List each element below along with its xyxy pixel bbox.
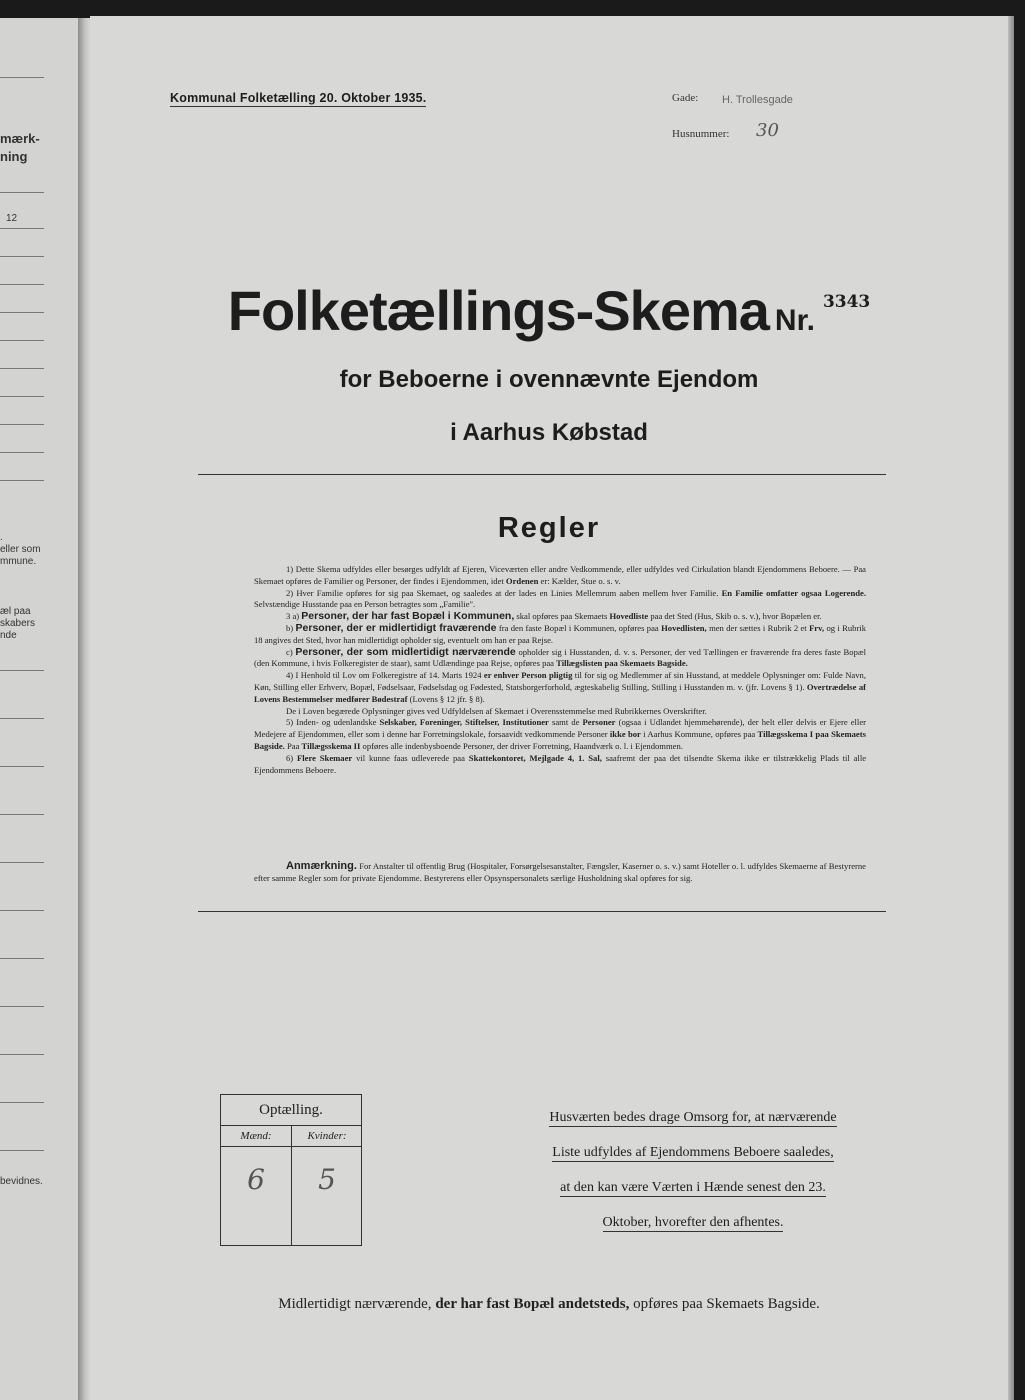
left-page-rule xyxy=(0,284,44,285)
left-page-fragment: ning xyxy=(0,149,28,164)
left-page-rule xyxy=(0,452,44,453)
left-page-rule xyxy=(0,1150,44,1151)
rule-4: 4) I Henhold til Lov om Folkeregistre af 14. Marts 1924 er enhver Person pligtig til for sig og Medlemmer af sin Husstand, at meddele Oplysninger om: Fulde Navn, Køn, Stilling eller Erhverv, Bopæl, Fødselsaar, Fødselsdag og Fødested, Statsborgerforhold, ægteskabelig Stilling, Stilling i Husstanden m. v. (jfr. Lovens § 1). Overtrædelse af Lovens Bestemmelser medfører Bødestraf (Lovens § 12 jfr. § 8). xyxy=(254,670,866,704)
rule-2: 2) Hver Familie opføres for sig paa Skemaet, og saaledes at der lades en Linies Mellemrum aaben mellem hver Familie. En Familie omfatter ogsaa Logerende. Selvstændige Husstande paa en Person betragtes som „Familie". xyxy=(254,587,867,610)
left-page-rule xyxy=(0,77,44,78)
count-box-title: Optælling. xyxy=(221,1095,361,1126)
left-page-fragment: eller som xyxy=(0,544,41,555)
footer-note xyxy=(90,1296,1008,1313)
house-number-label: Husnummer: xyxy=(672,128,730,140)
census-form-page xyxy=(90,16,1008,1400)
left-page-fragment: nde xyxy=(0,630,17,641)
men-count: 6 xyxy=(247,1163,265,1196)
rule-3a: 3 a) Personer, der har fast Bopæl i Kommunen, skal opføres paa Skemaets Hovedliste paa det Sted (Hus, Skib o. s. v.), hvor Bopælen er. xyxy=(286,610,822,623)
left-page-rule xyxy=(0,766,44,767)
notice-line-1: Husværten bedes drage Omsorg for, at nærværende xyxy=(549,1110,837,1125)
divider-top xyxy=(198,474,886,475)
left-page-rule xyxy=(0,958,44,959)
left-page-rule xyxy=(0,1006,44,1007)
rule-3b: b) Personer, der er midlertidigt fraværende fra den faste Bopæl i Kommunen, opføres paa Hovedlisten, men der sættes i Rubrik 2 et Frv, og i Rubrik 18 angives det Sted, hvor han midlertidigt opholder sig, eventuelt om han er paa Rejse. xyxy=(254,621,867,645)
left-page-rule xyxy=(0,910,44,911)
left-page-fragment: mærk- xyxy=(0,131,40,146)
rule-5: 5) Inden- og udenlandske Selskaber, Foreninger, Stiftelser, Institutioner samt de Personer (ogsaa i Udlandet hjemmehørende), der helt eller delvis er Ejere eller Medejere af Ejendommen, eller som i denne har Forretningslokale, forsaavidt vedkommende Personer ikke bor i Aarhus Kommune, opføres paa Tillægsskema I paa Skemaets Bagside. Paa Tillægsskema II opføres alle indenbysboende Personer, der driver Forretning, Haandværk o. l. i Ejendommen. xyxy=(254,717,866,751)
census-title: Kommunal Folketælling 20. Oktober 1935. xyxy=(170,91,427,105)
footer-bold: der har fast Bopæl andetsteds, xyxy=(435,1296,630,1312)
men-label: Mænd: xyxy=(221,1126,291,1147)
left-page-rule xyxy=(0,192,44,193)
left-page-fragment: skabers xyxy=(0,618,36,629)
left-page-fragment: 12 xyxy=(6,213,18,224)
form-number-label: Nr. xyxy=(774,304,815,337)
women-label: Kvinder: xyxy=(292,1126,362,1147)
count-box xyxy=(220,1094,362,1246)
street-label: Gade: xyxy=(672,92,699,104)
annotation-text: For Anstalter til offentlig Brug (Hospitaler, Forsørgelsesanstalter, Fængsler, Kaserner o. s. v.) samt Hoteller o. l. udfyldes Skemaerne af Bestyrerne efter samme Regler som for private Ejendomme. Bestyrerens eller Opsynspersonalets særlige Husholdning skal opføres for sig. xyxy=(254,861,866,883)
left-page-fragment: æl paa xyxy=(0,606,31,617)
form-number-value: 3343 xyxy=(822,292,871,312)
left-page-rule xyxy=(0,718,44,719)
landlord-notice xyxy=(520,1100,866,1240)
left-page-rule xyxy=(0,256,44,257)
rule-4-note: De i Loven begærede Oplysninger gives ved Udfyldelsen af Skemaet i Overensstemmelse med Rubrikkernes Overskrifter. xyxy=(286,705,707,716)
street-value: H. Trollesgade xyxy=(722,94,793,106)
rules-body xyxy=(254,564,866,776)
left-page-fragment: . xyxy=(0,532,3,543)
notice-line-2: Liste udfyldes af Ejendommens Beboere saaledes, xyxy=(552,1145,834,1160)
women-column xyxy=(292,1126,362,1245)
left-page-fragment: bevidnes. xyxy=(0,1176,43,1187)
rule-1: 1) Dette Skema udfyldes eller besørges udfyldt af Ejeren, Viceværten eller andre Vedkommende, eller udfyldes ved Cirkulation blandt Ejendommens Beboere. — Paa Skemaet opføres de Familier og Personer, der findes i Ejendommen, idet Ordenen er: Kælder, Stue o. s. v. xyxy=(254,564,866,586)
divider-bottom xyxy=(198,911,886,912)
left-page-rule xyxy=(0,228,44,229)
left-page-rule xyxy=(0,814,44,815)
rule-3c: c) Personer, der som midlertidigt nærværende opholder sig i Husstanden, d. v. s. Personer, der ved Tællingen er fraværende fra deres faste Bopæl (den Kommune, i hvis Folkeregister de staar), samt Udlændinge paa Rejse, opføres paa Tillægslisten paa Skemaets Bagside. xyxy=(254,645,866,669)
form-subtitle-2: i Aarhus Købstad xyxy=(450,419,648,446)
left-page-edge xyxy=(0,18,78,1400)
left-page-rule xyxy=(0,424,44,425)
left-page-fragment: mmune. xyxy=(0,556,37,567)
rule-6: 6) Flere Skemaer vil kunne faas udleverede paa Skattekontoret, Mejlgade 4, 1. Sal, saafremt der paa det tilsendte Skema ikke er tilstrækkelig Plads til alle Ejendommens Beboere. xyxy=(254,752,867,775)
men-column xyxy=(221,1126,291,1245)
left-page-rule xyxy=(0,862,44,863)
form-subtitle-1: for Beboerne i ovennævnte Ejendom xyxy=(339,366,759,393)
notice-line-4: Oktober, hvorefter den afhentes. xyxy=(602,1215,784,1230)
left-page-rule xyxy=(0,480,44,481)
left-page-rule xyxy=(0,368,44,369)
annotation-label: Anmærkning. xyxy=(286,860,357,872)
page-edge-right xyxy=(1008,16,1014,1400)
annotation-note xyxy=(254,861,866,885)
form-title xyxy=(90,278,1008,343)
form-title-main: Folketællings-Skema xyxy=(227,279,769,342)
footer-post: opføres paa Skemaets Bagside. xyxy=(633,1296,820,1312)
left-page-rule xyxy=(0,340,44,341)
left-page-rule xyxy=(0,1102,44,1103)
left-page-rule xyxy=(0,1054,44,1055)
notice-line-3: at den kan være Værten i Hænde senest den 23. xyxy=(560,1180,826,1195)
left-page-rule xyxy=(0,312,44,313)
left-page-rule xyxy=(0,670,44,671)
house-number-value: 30 xyxy=(756,120,779,141)
left-page-rule xyxy=(0,396,44,397)
footer-pre: Midlertidigt nærværende, xyxy=(278,1296,432,1312)
rules-heading: Regler xyxy=(497,512,601,544)
book-spine xyxy=(78,18,90,1400)
women-count: 5 xyxy=(318,1163,336,1196)
